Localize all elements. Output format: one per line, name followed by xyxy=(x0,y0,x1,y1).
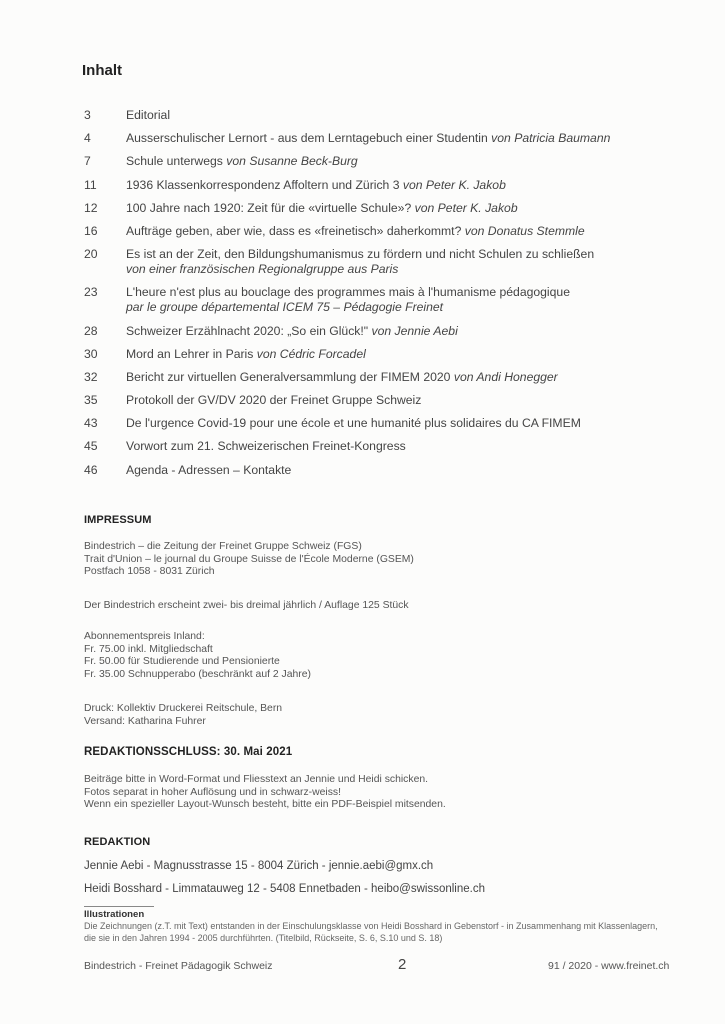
address-line: Bindestrich – die Zeitung der Freinet Gruppe Schweiz (FGS) xyxy=(84,541,362,552)
impressum-prices xyxy=(84,631,311,681)
toc-page-number: 3 xyxy=(84,108,91,122)
toc-entry xyxy=(84,201,684,216)
deadline-line: Beiträge bitte in Word-Format und Fliesstext an Jennie und Heidi schicken. xyxy=(84,774,429,785)
toc-title xyxy=(126,285,684,315)
toc-author: von Donatus Stemmle xyxy=(464,223,585,238)
toc-entry xyxy=(84,324,684,339)
toc-title-text: Vorwort zum 21. Schweizerischen Freinet-Kongress xyxy=(126,439,406,454)
toc-entry xyxy=(84,154,684,169)
toc-author: von Susanne Beck-Burg xyxy=(226,154,358,169)
toc-title-text: Bericht zur virtuellen Generalversammlung der FIMEM 2020 xyxy=(126,369,454,384)
impressum-heading: IMPRESSUM xyxy=(84,514,152,526)
address-line: Postfach 1058 - 8031 Zürich xyxy=(84,566,215,578)
toc-entry xyxy=(84,131,684,146)
toc-title xyxy=(126,393,684,408)
toc-page-number: 32 xyxy=(84,369,98,384)
toc-author: von Patricia Baumann xyxy=(491,131,611,146)
toc-page-number: 45 xyxy=(84,439,98,454)
redaktion-heading: REDAKTION xyxy=(84,836,151,848)
toc-title-text: 1936 Klassenkorrespondenz Affoltern und Zürich 3 xyxy=(126,177,403,192)
price-line: Abonnementspreis Inland: xyxy=(84,631,205,642)
deadline-heading: REDAKTIONSSCHLUSS: 30. Mai 2021 xyxy=(84,746,293,758)
divider xyxy=(84,906,154,907)
toc-title-text: Es ist an der Zeit, den Bildungshumanismus zu fördern und nicht Schulen zu schließen xyxy=(126,247,595,262)
deadline-line: Wenn ein spezieller Layout-Wunsch besteht, bitte ein PDF-Beispiel mitsenden. xyxy=(84,799,446,811)
toc-title-text: Editorial xyxy=(126,108,171,122)
contents-heading: Inhalt xyxy=(82,62,122,79)
editor-contact: Jennie Aebi - Magnusstrasse 15 - 8004 Zürich - jennie.aebi@gmx.ch xyxy=(84,860,434,872)
toc-author: von Peter K. Jakob xyxy=(414,200,518,215)
deadline-notes xyxy=(84,774,446,812)
toc-page-number: 16 xyxy=(84,223,98,238)
page-number: 2 xyxy=(398,956,407,973)
toc-title-text: Mord an Lehrer in Paris xyxy=(126,346,257,361)
toc-page-number: 11 xyxy=(84,177,97,192)
toc-page-number: 30 xyxy=(84,346,98,361)
toc-title xyxy=(126,108,684,123)
price-line: Fr. 35.00 Schnupperabo (beschränkt auf 2 Jahre) xyxy=(84,668,312,680)
impressum-address xyxy=(84,541,414,579)
toc-entry xyxy=(84,108,684,123)
toc-title-text: L'heure n'est plus au bouclage des programmes mais à l'humanisme pédagogique xyxy=(126,285,570,300)
impressum-frequency xyxy=(84,600,409,613)
toc-author: von Cédric Forcadel xyxy=(256,346,366,361)
deadline-line: Fotos separat in hoher Auflösung und in schwarz-weiss! xyxy=(84,786,342,798)
toc-page-number: 35 xyxy=(84,393,98,408)
toc-title-text: Ausserschulischer Lernort - aus dem Lerntagebuch einer Studentin xyxy=(126,131,492,146)
editor-contact: Heidi Bosshard - Limmatauweg 12 - 5408 Ennetbaden - heibo@swissonline.ch xyxy=(84,883,485,895)
toc-page-number: 4 xyxy=(84,131,91,146)
table-of-contents xyxy=(84,108,684,486)
toc-entry xyxy=(84,178,684,193)
toc-author: par le groupe départemental ICEM 75 – Pédagogie Freinet xyxy=(126,300,444,315)
print-line: Druck: Kollektiv Druckerei Reitschule, Bern xyxy=(84,703,283,714)
toc-entry xyxy=(84,439,684,454)
illustrations-heading: Illustrationen xyxy=(84,909,145,920)
toc-entry xyxy=(84,247,684,277)
toc-title-text: Schule unterwegs xyxy=(126,154,227,169)
illustrations-text: Die Zeichnungen (z.T. mit Text) entstanden in der Einschulungsklasse von Heidi Bosshard in Gebenstorf - in Zusammenhang mit Klassenlagern, die sie in den Jahren 1994 - 2005 durchführten. (Titelbild, Rückseite, S. 6, S.10 und S. 18) xyxy=(84,921,658,943)
toc-title-text: Schweizer Erzählnacht 2020: „So ein Glück!" xyxy=(126,323,372,338)
toc-title-text: 100 Jahre nach 1920: Zeit für die «virtuelle Schule»? xyxy=(126,200,415,215)
toc-page-number: 43 xyxy=(84,416,98,431)
toc-title xyxy=(126,131,684,146)
frequency-line: Der Bindestrich erscheint zwei- bis dreimal jährlich / Auflage 125 Stück xyxy=(84,600,409,611)
toc-title xyxy=(126,439,684,454)
price-line: Fr. 50.00 für Studierende und Pensionierte xyxy=(84,656,280,668)
price-line: Fr. 75.00 inkl. Mitgliedschaft xyxy=(84,643,213,655)
footer-issue: 91 / 2020 - www.freinet.ch xyxy=(548,960,670,972)
toc-title xyxy=(126,324,684,339)
toc-entry xyxy=(84,416,684,431)
toc-author: von Peter K. Jakob xyxy=(402,177,506,192)
toc-page-number: 28 xyxy=(84,323,98,338)
toc-title xyxy=(126,178,684,193)
toc-entry xyxy=(84,370,684,385)
toc-title xyxy=(126,347,684,362)
toc-entry xyxy=(84,224,684,239)
toc-title xyxy=(126,247,684,277)
toc-page-number: 20 xyxy=(84,247,98,262)
footer-publication: Bindestrich - Freinet Pädagogik Schweiz xyxy=(84,960,273,972)
toc-title xyxy=(126,154,684,169)
toc-entry xyxy=(84,347,684,362)
toc-title-text: Aufträge geben, aber wie, dass es «freinetisch» daherkommt? xyxy=(126,223,465,238)
toc-page-number: 46 xyxy=(84,462,98,477)
toc-title-text: Protokoll der GV/DV 2020 der Freinet Gruppe Schweiz xyxy=(126,393,422,408)
toc-title-text: Agenda - Adressen – Kontakte xyxy=(126,462,292,477)
toc-page-number: 23 xyxy=(84,285,98,300)
address-line: Trait d'Union – le journal du Groupe Suisse de l'École Moderne (GSEM) xyxy=(84,553,414,565)
print-line: Versand: Katharina Fuhrer xyxy=(84,715,206,727)
toc-title xyxy=(126,224,684,239)
toc-author: von Andi Honegger xyxy=(453,369,558,384)
toc-title xyxy=(126,416,684,431)
toc-author: von Jennie Aebi xyxy=(371,323,458,338)
toc-title xyxy=(126,201,684,216)
toc-title xyxy=(126,370,684,385)
toc-entry xyxy=(84,463,684,478)
toc-page-number: 7 xyxy=(84,154,91,169)
toc-title-text: De l'urgence Covid-19 pour une école et une humanité plus solidaires du CA FIMEM xyxy=(126,416,581,431)
toc-author: von einer französischen Regionalgruppe aus Paris xyxy=(126,262,399,277)
toc-entry xyxy=(84,285,684,315)
impressum-print xyxy=(84,703,282,728)
toc-entry xyxy=(84,393,684,408)
toc-page-number: 12 xyxy=(84,200,98,215)
toc-title xyxy=(126,463,684,478)
